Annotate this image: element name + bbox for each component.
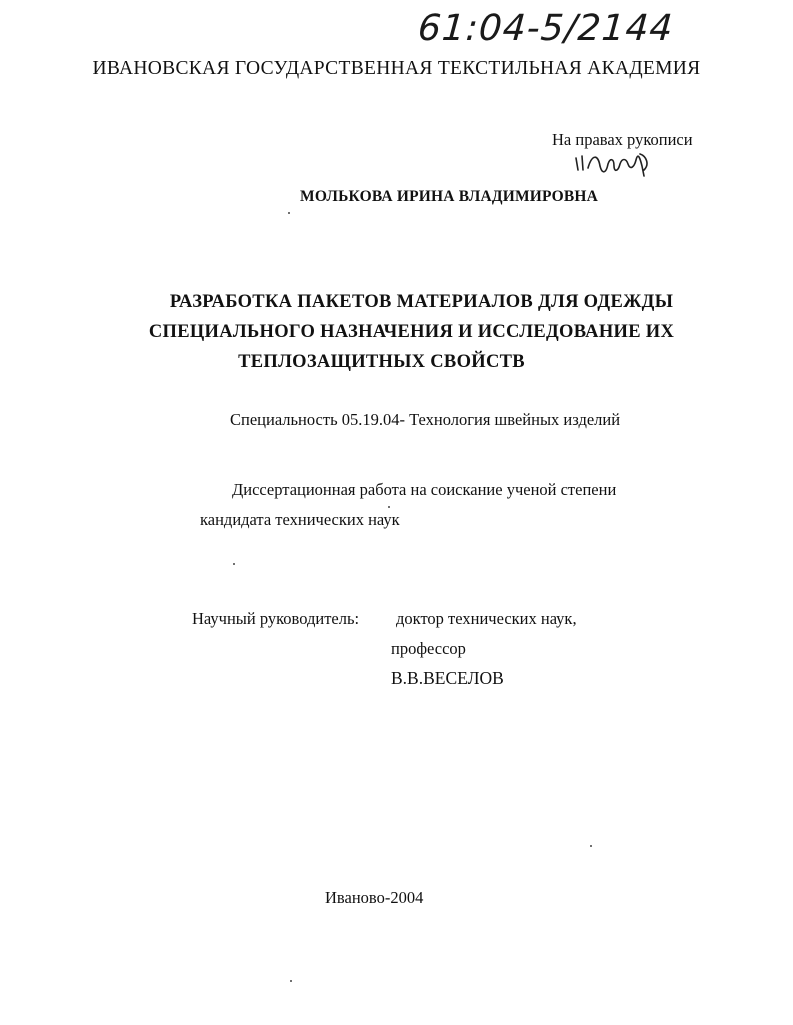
specialty-line: Специальность 05.19.04- Технология швейных изделий	[230, 410, 621, 429]
scan-speck	[288, 212, 290, 214]
dissertation-line-1: Диссертационная работа на соискание ученой степени	[232, 480, 617, 499]
thesis-title-line-2: СПЕЦИАЛЬНОГО НАЗНАЧЕНИЯ И ИССЛЕДОВАНИЕ ИХ	[148, 322, 675, 342]
scan-speck	[590, 845, 592, 847]
supervisor-degree: доктор технических наук,	[396, 609, 577, 628]
city-year: Иваново-2004	[325, 888, 424, 907]
author-name: МОЛЬКОВА ИРИНА ВЛАДИМИРОВНА	[300, 188, 599, 205]
institution-name: ИВАНОВСКАЯ ГОСУДАРСТВЕННАЯ ТЕКСТИЛЬНАЯ АКАДЕМИЯ	[92, 58, 701, 79]
handwritten-catalog-number: 61:04-5/2144	[416, 8, 675, 49]
rights-note: На правах рукописи	[552, 130, 693, 149]
scan-speck	[290, 980, 292, 982]
scan-speck	[388, 506, 390, 508]
thesis-title-line-3: ТЕПЛОЗАЩИТНЫХ СВОЙСТВ	[238, 352, 525, 372]
signature-icon	[570, 148, 680, 182]
supervisor-label: Научный руководитель:	[192, 609, 360, 628]
supervisor-rank: профессор	[391, 639, 466, 658]
supervisor-name: В.В.ВЕСЕЛОВ	[391, 668, 504, 688]
dissertation-line-2: кандидата технических наук	[200, 510, 400, 529]
scan-speck	[233, 563, 235, 565]
thesis-title-line-1: РАЗРАБОТКА ПАКЕТОВ МАТЕРИАЛОВ ДЛЯ ОДЕЖДЫ	[169, 292, 674, 312]
